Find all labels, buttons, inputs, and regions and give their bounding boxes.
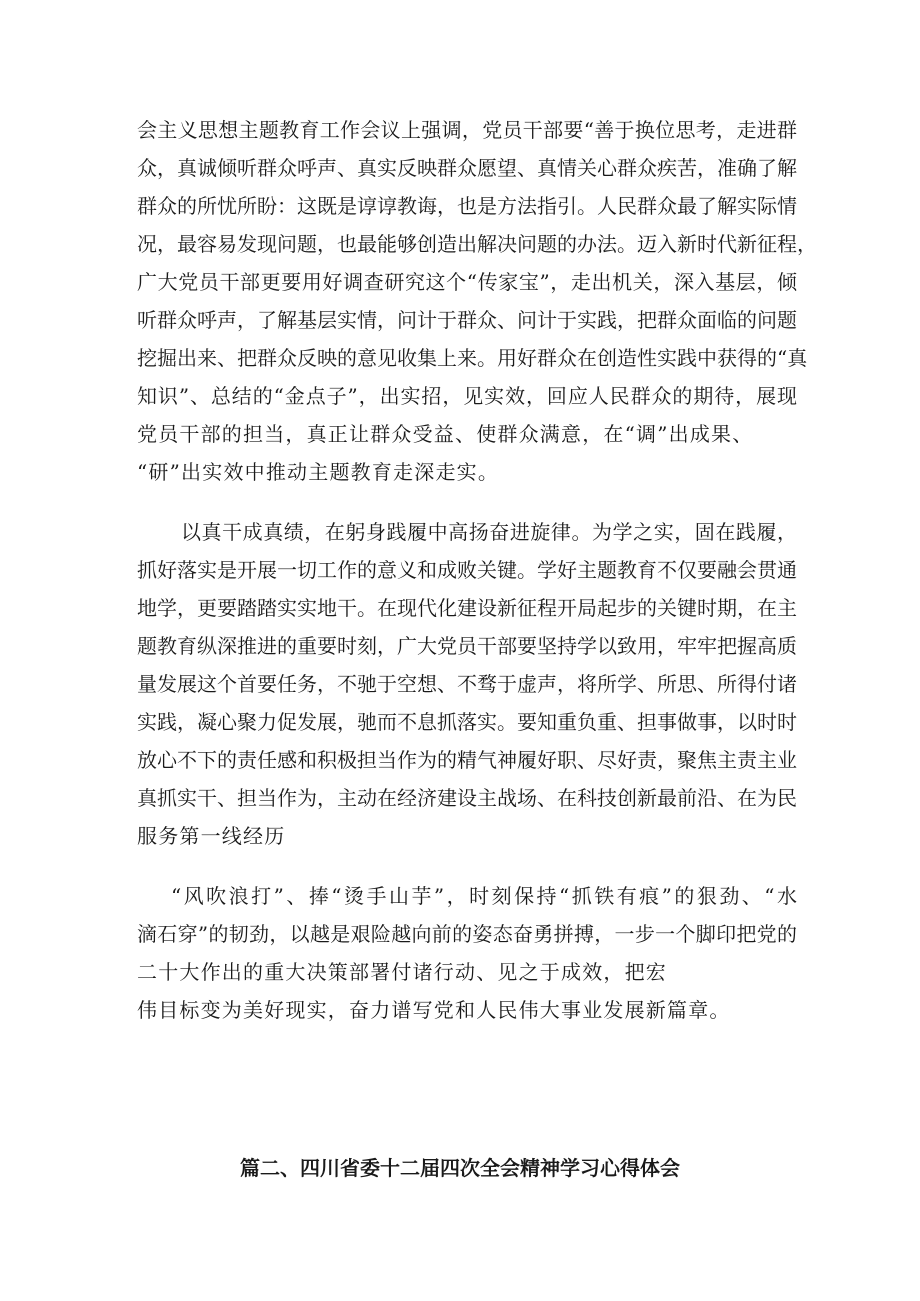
paragraph-3-line-1: “风吹浪打”、捧“烫手山芋”，时刻保持“抓铁有痕”的狠劲、“水 bbox=[171, 884, 797, 908]
paragraph-1-line-3: 群众的所忧所盼：这既是谆谆教诲，也是方法指引。人民群众最了解实际情 bbox=[137, 194, 797, 218]
paragraph-1-line-8: 知识”、总结的“金点子”，出实招，见实效，回应人民群众的期待，展现 bbox=[137, 384, 797, 408]
paragraph-2-line-8: 真抓实干、担当作为，主动在经济建设主战场、在科技创新最前沿、在为民 bbox=[137, 786, 797, 810]
paragraph-1-line-5: 广大党员干部更要用好调查研究这个“传家宝”，走出机关，深入基层，倾 bbox=[137, 270, 797, 294]
paragraph-1-line-2: 众，真诚倾听群众呼声、真实反映群众愿望、真情关心群众疾苦，准确了解 bbox=[137, 156, 797, 180]
paragraph-2-line-2: 抓好落实是开展一切工作的意义和成败关键。学好主题教育不仅要融会贯通 bbox=[137, 558, 797, 582]
paragraph-2-line-5: 量发展这个首要任务，不驰于空想、不骛于虚声，将所学、所思、所得付诸 bbox=[137, 672, 797, 696]
paragraph-2-line-4: 题教育纵深推进的重要时刻，广大党员干部要坚持学以致用，牢牢把握高质 bbox=[137, 634, 797, 658]
paragraph-1-line-4: 况，最容易发现问题，也最能够创造出解决问题的办法。迈入新时代新征程， bbox=[137, 232, 817, 256]
paragraph-3-line-4: 伟目标变为美好现实，奋力谱写党和人民伟大事业发展新篇章。 bbox=[137, 998, 731, 1022]
paragraph-2-line-1: 以真干成真绩，在躬身践履中高扬奋进旋律。为学之实，固在践履， bbox=[181, 520, 797, 544]
paragraph-1-line-10: “研”出实效中推动主题教育走深走实。 bbox=[137, 460, 500, 484]
paragraph-2-line-7: 放心不下的责任感和积极担当作为的精气神履好职、尽好责，聚焦主责主业 bbox=[137, 748, 797, 772]
paragraph-2-line-3: 地学，更要踏踏实实地干。在现代化建设新征程开局起步的关键时期，在主 bbox=[137, 596, 797, 620]
paragraph-1-line-1: 会主义思想主题教育工作会议上强调，党员干部要“善于换位思考，走进群 bbox=[137, 118, 797, 142]
paragraph-2-line-6: 实践，凝心聚力促发展，驰而不息抓落实。要知重负重、担事做事，以时时 bbox=[137, 710, 797, 734]
section-heading: 篇二、四川省委十二届四次全会精神学习心得体会 bbox=[240, 1156, 680, 1180]
paragraph-3-line-3: 二十大作出的重大决策部署付诸行动、见之于成效，把宏 bbox=[137, 960, 667, 984]
paragraph-3-line-2: 滴石穿”的韧劲，以越是艰险越向前的姿态奋勇拼搏，一步一个脚印把党的 bbox=[137, 922, 797, 946]
paragraph-1-line-6: 听群众呼声，了解基层实情，问计于群众、问计于实践，把群众面临的问题 bbox=[137, 308, 797, 332]
paragraph-2-line-9: 服务第一线经历 bbox=[137, 824, 286, 848]
paragraph-1-line-9: 党员干部的担当，真正让群众受益、使群众满意，在“调”出成果、 bbox=[137, 422, 754, 446]
paragraph-1-line-7: 挖掘出来、把群众反映的意见收集上来。用好群众在创造性实践中获得的“真 bbox=[137, 346, 808, 370]
